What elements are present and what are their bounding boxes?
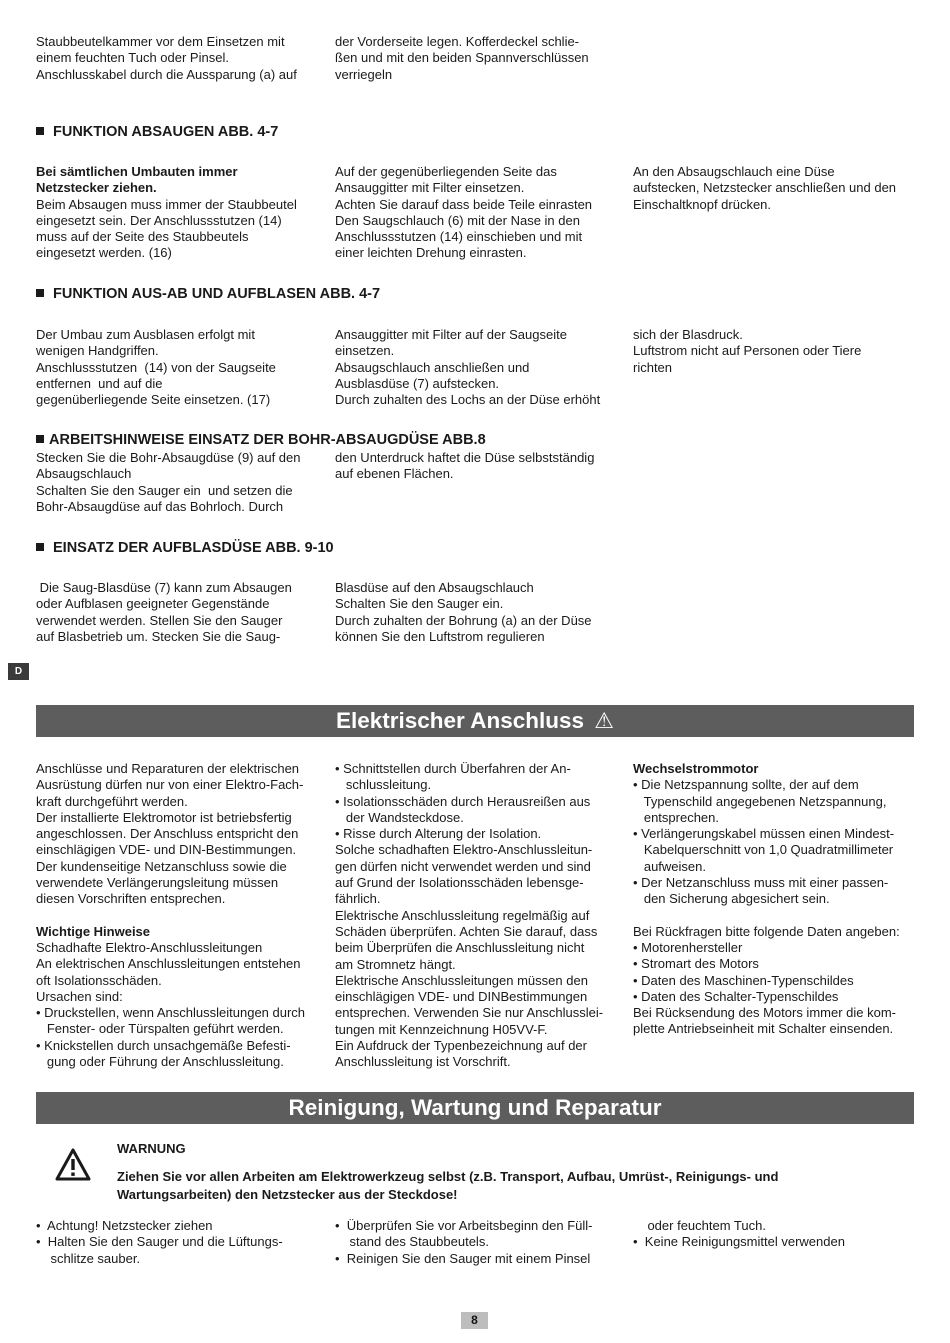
text-line: Ausrüstung dürfen nur von einer Elektro-Fach- [36,777,304,793]
text-line: Der installierte Elektromotor ist betriebsfertig [36,809,292,825]
elektro-col3a [633,777,900,907]
text-line: Achten Sie darauf dass beide Teile einrasten [335,196,593,212]
text-line: Der kundenseitige Netzanschluss sowie die [36,858,287,874]
reinigung-col1 [36,1218,283,1267]
text-line: Elektrische Anschlussleitungen müssen den [335,972,588,988]
text-line: Beim Absaugen muss immer der Staubbeutel [36,196,297,212]
absaugen-col1-bold [36,164,297,197]
section-bar-elektro [36,705,914,737]
heading-bohr: ARBEITSHINWEISE EINSATZ DER BOHR-ABSAUGDÜSE ABB.8 [36,432,486,448]
text-line: einer leichten Drehung einrasten. [335,245,527,261]
text-line: • Reinigen Sie den Sauger mit einem Pinsel [335,1250,591,1266]
text-line: schlussleitung. [335,777,432,793]
text-line: Typenschild angegebenen Netzspannung, [633,793,887,809]
text-line: • Die Netzspannung sollte, der auf dem [633,777,859,793]
text-line: oft Isolationsschäden. [36,972,162,988]
heading-aufblas: EINSATZ DER AUFBLASDÜSE ABB. 9-10 [36,540,334,556]
ausblasen-col3 [633,327,861,376]
elektro-col1 [36,761,305,1070]
text-line: Absaugschlauch anschließen und [335,359,530,375]
text-line: eingesetzt sein. Der Anschlussstutzen (14) [36,212,282,228]
text-line: • Knickstellen durch unsachgemäße Befesti- [36,1037,291,1053]
text-line: Wartungsarbeiten) den Netzstecker aus der Steckdose! [117,1186,458,1202]
text-line: • Daten des Maschinen-Typenschildes [633,972,854,988]
text-line: Ansauggitter mit Filter einsetzen. [335,180,525,196]
text-line: auf Blasbetrieb um. Stecken Sie die Saug- [36,628,281,644]
text-line: entfernen und auf die [36,375,163,391]
text-line: Anschlussleitung ist Vorschrift. [335,1054,511,1070]
text-line: den Sicherung abgesichert sein. [633,891,830,907]
text-line: • Verlängerungskabel müssen einen Mindest- [633,826,895,842]
top-col1 [36,34,297,83]
text-line: tungen mit Kennzeichnung H05VV-F. [335,1021,548,1037]
text-line: Bei Rücksendung des Motors immer die kom- [633,1005,896,1021]
reinigung-col2 [335,1218,592,1267]
heading-absaugen: FUNKTION ABSAUGEN ABB. 4-7 [36,124,278,140]
absaugen-col1 [36,164,297,262]
absaugen-col1-text [36,197,297,262]
text-line: Der Umbau zum Ausblasen erfolgt mit [36,327,255,342]
absaugen-col3 [633,164,896,213]
square-bullet-icon [36,435,44,443]
text-line: An elektrischen Anschlussleitungen entstehen [36,956,301,972]
text-line: oder Aufblasen geeigneter Gegenstände [36,596,270,612]
warning-triangle-icon [55,1148,91,1181]
text-line: Absaugschlauch [36,466,132,482]
text-line: Auf der gegenüberliegenden Seite das [335,164,557,179]
text-line: Die Saug-Blasdüse (7) kann zum Absaugen [36,580,292,595]
text-line: gegenüberliegende Seite einsetzen. (17) [36,392,271,408]
elektro-col3b [633,924,900,1038]
text-line: den Unterdruck haftet die Düse selbstständig [335,450,595,465]
text-line: Ursachen sind: [36,988,123,1004]
text-line: auf Grund der Isolationsschäden lebensge- [335,875,584,891]
text-line: Bohr-Absaugdüse auf das Bohrloch. Durch [36,498,284,514]
text-line: einem feuchten Tuch oder Pinsel. [36,50,229,66]
text-line: Bei Rückfragen bitte folgende Daten angeben: [633,923,900,939]
top-col2 [335,34,589,83]
section-bar-reinigung [36,1092,914,1124]
text-line: einschlägigen VDE- und DIN-Bestimmungen. [36,842,297,858]
text-line: • Isolationsschäden durch Herausreißen aus [335,793,591,809]
elektro-col2 [335,761,603,1071]
text-line: angeschlossen. Der Anschluss entspricht den [36,826,299,842]
text-line: Schäden überprüfen. Achten Sie darauf, dass [335,923,598,939]
text-line: muss auf der Seite des Staubbeutels [36,229,249,245]
text-line: Anschlüsse und Reparaturen der elektrischen [36,761,300,776]
text-line: einschlägigen VDE- und DINBestimmungen [335,989,588,1005]
ausblasen-col2 [335,327,600,408]
text-line: aufstecken, Netzstecker anschließen und den [633,180,897,196]
text-line: kraft durchgeführt werden. [36,793,188,809]
text-line: • Schnittstellen durch Überfahren der An- [335,761,571,776]
text-line: Den Saugschlauch (6) mit der Nase in den [335,212,580,228]
text-line: • Keine Reinigungsmittel verwenden [633,1234,845,1250]
text-line: Kabelquerschnitt von 1,0 Quadratmillimeter [633,842,894,858]
text-line: verwendete Verlängerungsleitung müssen [36,875,279,891]
text-line: Durch zuhalten des Lochs an der Düse erhöht [335,392,601,408]
text-line: aufweisen. [633,858,706,874]
elektro-col1b [36,940,305,1070]
square-bullet-icon [36,543,44,551]
text-line: Ziehen Sie vor allen Arbeiten am Elektrowerkzeug selbst (z.B. Transport, Aufbau, Umrüst-, Reinigungs- und [117,1169,779,1184]
text-line: richten [633,359,673,375]
text-line: einsetzen. [335,343,395,359]
text-line: Schalten Sie den Sauger ein. [335,596,504,612]
text-line: der Vorderseite legen. Kofferdeckel schlie- [335,34,580,49]
text-line: beim Überprüfen die Anschlussleitung nicht [335,940,585,956]
text-line: oder feuchtem Tuch. [633,1218,766,1233]
text-line: am Stromnetz hängt. [335,956,456,972]
text-line: Durch zuhalten der Bohrung (a) an der Düse [335,612,592,628]
absaugen-col2 [335,164,592,262]
text-line: Schalten Sie den Sauger ein und setzen die [36,482,293,498]
text-line: • Motorenhersteller [633,939,743,955]
elektro-col1-heading: Wichtige Hinweise [36,923,151,939]
text-line: Ein Aufdruck der Typenbezeichnung auf der [335,1038,587,1054]
text-line: Staubbeutelkammer vor dem Einsetzen mit [36,34,285,49]
section-title-reinigung: Reinigung, Wartung und Reparatur [288,1095,662,1120]
text-line: Luftstrom nicht auf Personen oder Tiere [633,343,862,359]
text-line: gung oder Führung der Anschlussleitung. [36,1054,284,1070]
elektro-col3 [633,761,900,1038]
text-line: Schadhafte Elektro-Anschlussleitungen [36,939,263,955]
text-line: entsprechen. Verwenden Sie nur Anschlusslei- [335,1005,604,1021]
text-line: der Wandsteckdose. [335,809,464,825]
text-line: ßen und mit den beiden Spannverschlüssen [335,50,589,66]
text-line: Bei sämtlichen Umbauten immer [36,164,238,179]
text-line: Netzstecker ziehen. [36,180,157,196]
text-line: plette Antriebseinheit mit Schalter einsenden. [633,1021,894,1037]
text-line: verriegeln [335,66,393,82]
text-line: Anschlussstutzen (14) von der Saugseite [36,359,276,375]
text-line: • Druckstellen, wenn Anschlussleitungen durch [36,1005,306,1021]
text-line: Ausblasdüse (7) aufstecken. [335,375,500,391]
text-line: Ansauggitter mit Filter auf der Saugseite [335,327,567,342]
text-line: • Überprüfen Sie vor Arbeitsbeginn den Füll- [335,1218,593,1233]
reinigung-col3 [633,1218,845,1251]
aufblas-col2 [335,580,592,645]
heading-ausblasen: FUNKTION AUS-AB UND AUFBLASEN ABB. 4-7 [36,286,380,302]
text-line: Fenster- oder Türspalten geführt werden. [36,1021,284,1037]
warning-label: WARNUNG [117,1141,186,1156]
text-line: • Risse durch Alterung der Isolation. [335,826,542,842]
bohr-col1 [36,450,301,515]
text-line: sich der Blasdruck. [633,327,743,342]
text-line: Solche schadhaften Elektro-Anschlussleitun- [335,842,593,858]
warning-text [117,1168,778,1203]
bohr-col2 [335,450,594,483]
text-line: • Stromart des Motors [633,956,759,972]
text-line: An den Absaugschlauch eine Düse [633,164,835,179]
text-line: Blasdüse auf den Absaugschlauch [335,580,534,595]
text-line: eingesetzt werden. (16) [36,245,172,261]
text-line: • Halten Sie den Sauger und die Lüftungs- [36,1234,283,1250]
text-line: diesen Vorschriften entsprechen. [36,891,226,907]
text-line: können Sie den Luftstrom regulieren [335,628,545,644]
text-line: stand des Staubbeutels. [335,1234,489,1250]
text-line: Einschaltknopf drücken. [633,196,772,212]
ausblasen-col1 [36,327,276,408]
aufblas-col1 [36,580,292,645]
elektro-col3-heading: Wechselstrommotor [633,761,759,776]
text-line: • Daten des Schalter-Typenschildes [633,988,839,1004]
text-line: • Der Netzanschluss muss mit einer passen- [633,875,889,891]
page-number: 8 [461,1312,488,1329]
text-line: Stecken Sie die Bohr-Absaugdüse (9) auf den [36,450,301,465]
language-tab: D [8,663,29,680]
text-line: schlitze sauber. [36,1250,141,1266]
text-line: auf ebenen Flächen. [335,466,454,482]
text-line: wenigen Handgriffen. [36,343,159,359]
square-bullet-icon [36,289,44,297]
section-title-elektro: Elektrischer Anschluss [335,708,585,733]
text-line: fährlich. [335,891,381,907]
text-line: Anschlusskabel durch die Aussparung (a) auf [36,66,297,82]
text-line: Anschlussstutzen (14) einschieben und mit [335,229,583,245]
text-line: gen dürfen nicht verwendet werden und sind [335,858,591,874]
square-bullet-icon [36,127,44,135]
text-line: entsprechen. [633,809,719,825]
text-line: verwendet werden. Stellen Sie den Sauger [36,612,283,628]
text-line: Elektrische Anschlussleitung regelmäßig auf [335,907,590,923]
warning-triangle-icon: ⚠ [594,709,615,734]
elektro-col1a [36,761,305,908]
text-line: • Achtung! Netzstecker ziehen [36,1218,213,1233]
